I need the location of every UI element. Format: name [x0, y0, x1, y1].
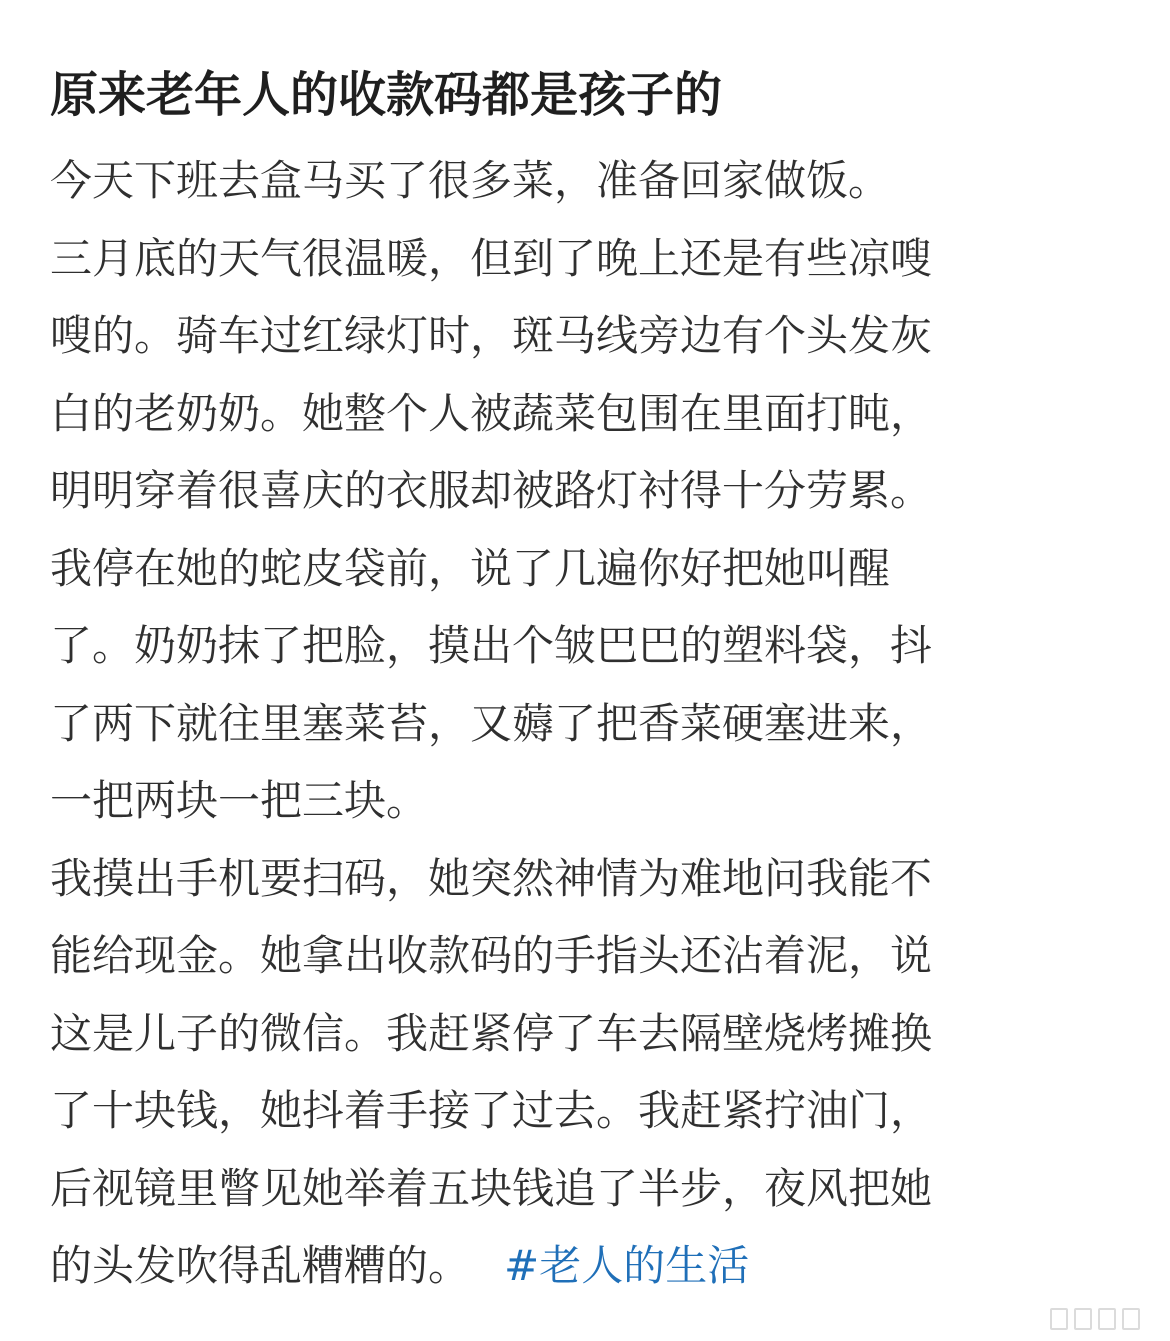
body-line-last-text: 的头发吹得乱糟糟的。: [50, 1241, 471, 1290]
body-line: 今天下班去盒马买了很多菜，准备回家做饭。: [50, 156, 891, 205]
watermark-glyph: [1074, 1308, 1092, 1330]
topic-hashtag-link[interactable]: #老人的生活: [504, 1241, 750, 1290]
body-line: 了两下就往里塞菜苔，又薅了把香菜硬塞进来，: [50, 698, 933, 748]
body-line: 了。奶奶抹了把脸，摸出个皱巴巴的塑料袋，抖: [50, 621, 933, 670]
watermark-glyph: [1050, 1308, 1068, 1330]
body-line: 三月底的天气很温暖，但到了晚上还是有些凉嗖: [50, 233, 933, 283]
body-line-last: [50, 1227, 1090, 1305]
watermark: [1020, 1297, 1170, 1341]
body-line: 嗖的。骑车过红绿灯时，斑马线旁边有个头发灰: [50, 311, 933, 360]
post-title: 原来老年人的收款码都是孩子的: [50, 67, 723, 123]
post-content: [50, 50, 1090, 1305]
body-line: 我停在她的蛇皮袋前，说了几遍你好把她叫醒: [50, 543, 891, 593]
watermark-glyph: [1122, 1308, 1140, 1330]
post-body: [50, 142, 1090, 1305]
body-line: 白的老奶奶。她整个人被蔬菜包围在里面打盹，: [50, 388, 933, 438]
body-line: 能给现金。她拿出收款码的手指头还沾着泥，说: [50, 931, 933, 980]
body-line: 后视镜里瞥见她举着五块钱追了半步，夜风把她: [50, 1163, 933, 1213]
body-line: 这是儿子的微信。我赶紧停了车去隔壁烧烤摊换: [50, 1008, 933, 1058]
body-line: 我摸出手机要扫码，她突然神情为难地问我能不: [50, 853, 933, 903]
body-line: 一把两块一把三块。: [50, 776, 429, 825]
body-line: 了十块钱，她抖着手接了过去。我赶紧拧油门，: [50, 1086, 933, 1135]
body-line: 明明穿着很喜庆的衣服却被路灯衬得十分劳累。: [50, 466, 933, 515]
watermark-glyph: [1098, 1308, 1116, 1330]
